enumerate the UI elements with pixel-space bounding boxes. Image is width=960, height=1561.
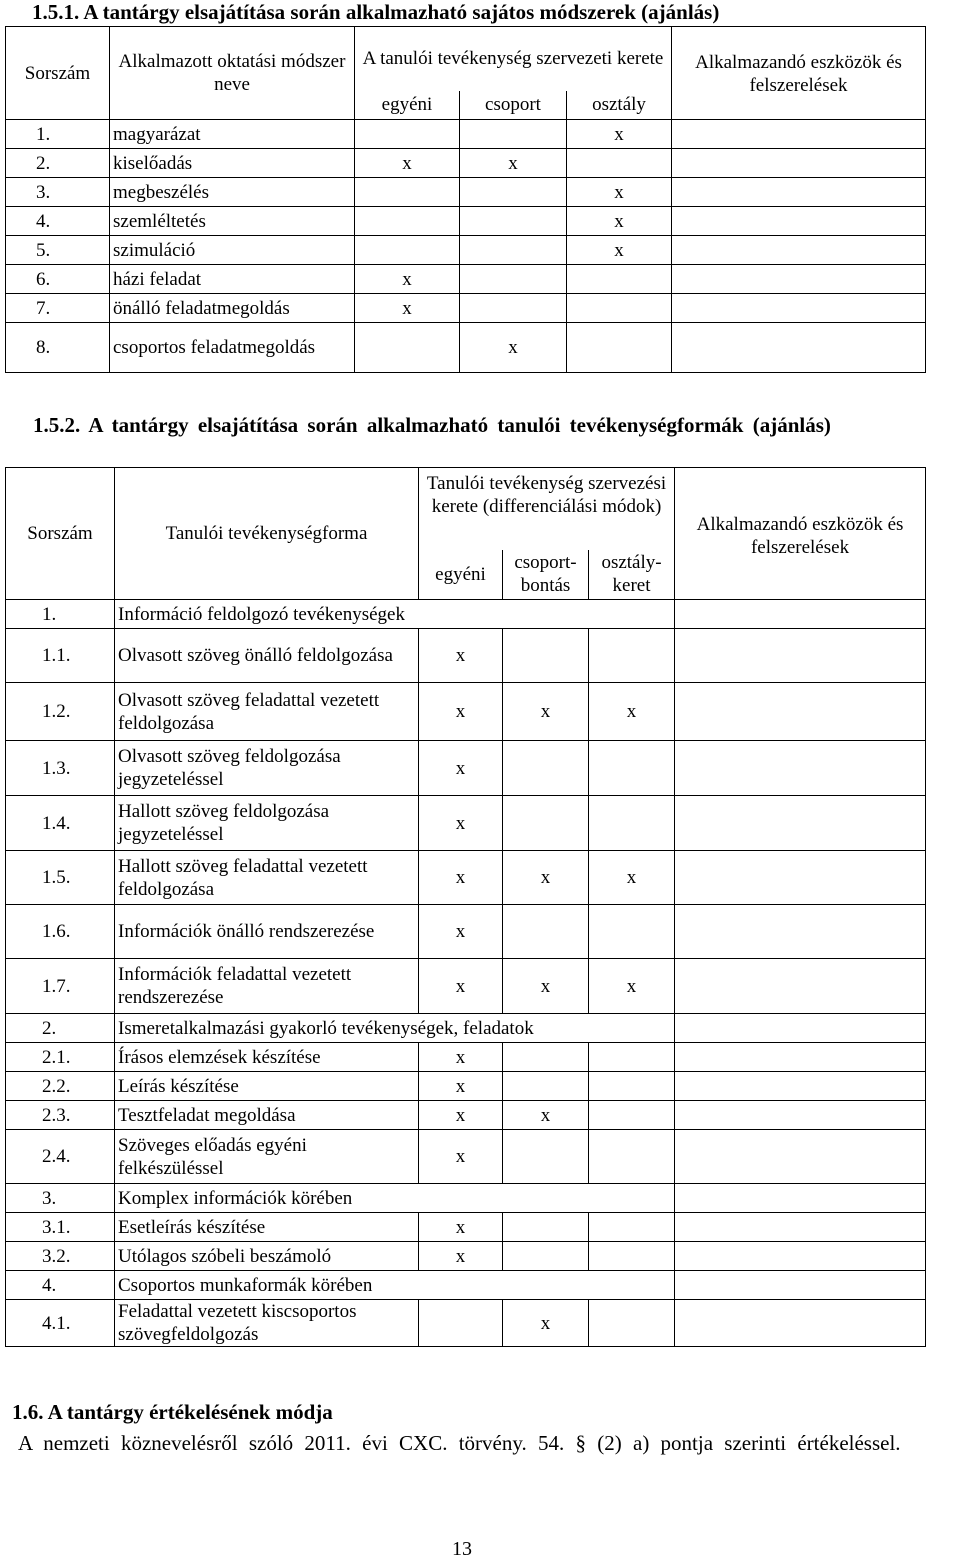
- cell-individual: x: [419, 683, 503, 741]
- cell-group: [460, 236, 567, 265]
- row-name: Írásos elemzések készítése: [115, 1043, 419, 1072]
- row-name: önálló feladatmegoldás: [110, 294, 355, 323]
- cell-group: x: [503, 1101, 589, 1130]
- cell-tools: [675, 851, 926, 905]
- cell-tools: [675, 1101, 926, 1130]
- cell-class: [567, 323, 672, 373]
- row-name: magyarázat: [110, 120, 355, 149]
- row-name: házi feladat: [110, 265, 355, 294]
- section-row: [6, 600, 926, 629]
- cell-class: x: [567, 207, 672, 236]
- row-num: 1.7.: [6, 959, 115, 1014]
- cell-individual: x: [355, 294, 460, 323]
- cell-tools: [675, 1130, 926, 1184]
- row-name: Leírás készítése: [115, 1072, 419, 1101]
- cell-class: [567, 149, 672, 178]
- cell-individual: x: [419, 1101, 503, 1130]
- header-individual: egyéni: [419, 550, 503, 600]
- row-num: 4.1.: [6, 1300, 115, 1347]
- row-name: Hallott szöveg feladattal vezetett feldolgozása: [115, 851, 419, 905]
- cell-class: x: [589, 851, 675, 905]
- cell-individual: [355, 178, 460, 207]
- header-class: osztály-keret: [589, 550, 675, 600]
- cell-class: [589, 1101, 675, 1130]
- cell-tools: [675, 629, 926, 683]
- cell-tools: [675, 796, 926, 851]
- table-row: [6, 1072, 926, 1101]
- cell-group: [503, 796, 589, 851]
- cell-group: [503, 1213, 589, 1242]
- cell-group: [503, 629, 589, 683]
- cell-group: [503, 741, 589, 796]
- cell-class: x: [589, 683, 675, 741]
- cell-tools: [675, 1300, 926, 1347]
- table-row: [6, 959, 926, 1014]
- row-num: 1.4.: [6, 796, 115, 851]
- header-group: csoport-bontás: [503, 550, 589, 600]
- header-individual: egyéni: [355, 91, 460, 120]
- section-row: [6, 1014, 926, 1043]
- cell-group: x: [503, 959, 589, 1014]
- header-form: Tanulói tevékenységforma: [115, 468, 419, 600]
- cell-group: [503, 1043, 589, 1072]
- heading-1-5-1: 1.5.1. A tantárgy elsajátítása során alkalmazható sajátos módszerek (ajánlás): [32, 0, 720, 24]
- cell-class: [589, 741, 675, 796]
- row-num: 8.: [6, 323, 110, 373]
- cell-tools: [675, 683, 926, 741]
- methods-table: [5, 26, 926, 373]
- cell-group: x: [460, 323, 567, 373]
- table-row: [6, 1300, 926, 1347]
- header-num: Sorszám: [6, 468, 115, 600]
- table-row: [6, 120, 926, 149]
- cell-individual: x: [419, 1213, 503, 1242]
- table-row: [6, 905, 926, 959]
- cell-tools: [672, 149, 926, 178]
- row-num: 3.2.: [6, 1242, 115, 1271]
- cell-class: [589, 1300, 675, 1347]
- row-name: Esetleírás készítése: [115, 1213, 419, 1242]
- section-title: Információ feldolgozó tevékenységek: [115, 600, 675, 629]
- section-title: Csoportos munkaformák körében: [115, 1271, 675, 1300]
- row-num: 4.: [6, 1271, 115, 1300]
- row-num: 2.: [6, 149, 110, 178]
- cell-tools: [675, 600, 926, 629]
- table-row: [6, 265, 926, 294]
- row-num: 3.: [6, 1184, 115, 1213]
- cell-tools: [675, 1242, 926, 1271]
- row-name: csoportos feladatmegoldás: [110, 323, 355, 373]
- cell-class: [589, 629, 675, 683]
- cell-individual: x: [419, 851, 503, 905]
- table-row: [6, 1213, 926, 1242]
- cell-individual: x: [355, 265, 460, 294]
- cell-group: [503, 1072, 589, 1101]
- row-num: 1.5.: [6, 851, 115, 905]
- table-row: [6, 149, 926, 178]
- row-num: 6.: [6, 265, 110, 294]
- row-num: 2.: [6, 1014, 115, 1043]
- cell-tools: [672, 120, 926, 149]
- table-row: [6, 629, 926, 683]
- cell-class: [589, 1213, 675, 1242]
- table-row: [6, 236, 926, 265]
- section-row: [6, 1184, 926, 1213]
- cell-tools: [675, 959, 926, 1014]
- table-row: [6, 741, 926, 796]
- cell-individual: x: [419, 1072, 503, 1101]
- cell-individual: x: [419, 959, 503, 1014]
- row-name: Információk önálló rendszerezése: [115, 905, 419, 959]
- row-num: 3.: [6, 178, 110, 207]
- cell-tools: [672, 294, 926, 323]
- section-row: [6, 1271, 926, 1300]
- cell-tools: [672, 265, 926, 294]
- cell-tools: [675, 1271, 926, 1300]
- cell-group: [460, 178, 567, 207]
- cell-class: [589, 1072, 675, 1101]
- row-num: 2.3.: [6, 1101, 115, 1130]
- row-name: Szöveges előadás egyéni felkészüléssel: [115, 1130, 419, 1184]
- row-num: 4.: [6, 207, 110, 236]
- cell-individual: [355, 207, 460, 236]
- cell-tools: [675, 1072, 926, 1101]
- table-row: [6, 683, 926, 741]
- cell-group: [460, 294, 567, 323]
- activities-table: [5, 467, 926, 1347]
- cell-group: x: [503, 851, 589, 905]
- cell-tools: [675, 905, 926, 959]
- cell-class: [589, 1242, 675, 1271]
- row-num: 1.: [6, 120, 110, 149]
- cell-tools: [672, 207, 926, 236]
- header-class: osztály: [567, 91, 672, 120]
- cell-tools: [675, 1213, 926, 1242]
- cell-individual: [355, 236, 460, 265]
- evaluation-text: A nemzeti köznevelésről szóló 2011. évi CXC. törvény. 54. § (2) a) pontja szerinti értékeléssel.: [18, 1431, 901, 1455]
- cell-class: x: [567, 120, 672, 149]
- section-title: Ismeretalkalmazási gyakorló tevékenységek, feladatok: [115, 1014, 675, 1043]
- cell-group: x: [503, 683, 589, 741]
- cell-class: [589, 905, 675, 959]
- row-name: Hallott szöveg feldolgozása jegyzeteléssel: [115, 796, 419, 851]
- cell-tools: [672, 178, 926, 207]
- heading-1-5-2: 1.5.2. A tantárgy elsajátítása során alkalmazható tanulói tevékenységformák (ajánlás): [33, 413, 831, 437]
- row-name: Feladattal vezetett kiscsoportos szövegfeldolgozás: [115, 1300, 419, 1347]
- cell-class: x: [589, 959, 675, 1014]
- cell-group: [460, 120, 567, 149]
- cell-individual: [355, 323, 460, 373]
- header-num: Sorszám: [6, 27, 110, 120]
- cell-tools: [675, 1184, 926, 1213]
- header-tools: Alkalmazandó eszközök és felszerelések: [675, 468, 926, 600]
- row-name: Tesztfeladat megoldása: [115, 1101, 419, 1130]
- row-name: Olvasott szöveg feladattal vezetett feldolgozása: [115, 683, 419, 741]
- row-num: 1.6.: [6, 905, 115, 959]
- cell-tools: [672, 323, 926, 373]
- heading-1-6: 1.6. A tantárgy értékelésének módja: [12, 1400, 333, 1424]
- cell-group: [460, 207, 567, 236]
- header-method: Alkalmazott oktatási módszer neve: [110, 27, 355, 120]
- table-row: [6, 1242, 926, 1271]
- cell-group: [503, 1130, 589, 1184]
- header-frame: Tanulói tevékenység szervezési kerete (differenciálási módok): [419, 468, 675, 550]
- cell-class: [589, 796, 675, 851]
- table-row: [6, 294, 926, 323]
- row-num: 2.4.: [6, 1130, 115, 1184]
- table-row: [6, 207, 926, 236]
- cell-class: [567, 265, 672, 294]
- cell-group: x: [460, 149, 567, 178]
- cell-individual: x: [419, 1242, 503, 1271]
- table-row: [6, 1130, 926, 1184]
- row-num: 1.3.: [6, 741, 115, 796]
- cell-tools: [675, 741, 926, 796]
- cell-individual: x: [419, 1043, 503, 1072]
- table-row: [6, 796, 926, 851]
- section-title: Komplex információk körében: [115, 1184, 675, 1213]
- row-num: 2.1.: [6, 1043, 115, 1072]
- row-name: Olvasott szöveg feldolgozása jegyzeteléssel: [115, 741, 419, 796]
- cell-class: [589, 1130, 675, 1184]
- cell-individual: x: [419, 741, 503, 796]
- cell-individual: x: [419, 905, 503, 959]
- table-row: [6, 1043, 926, 1072]
- cell-individual: x: [355, 149, 460, 178]
- cell-individual: [419, 1300, 503, 1347]
- header-group: csoport: [460, 91, 567, 120]
- cell-tools: [672, 236, 926, 265]
- header-tools: Alkalmazandó eszközök és felszerelések: [672, 27, 926, 120]
- cell-group: x: [503, 1300, 589, 1347]
- cell-group: [503, 905, 589, 959]
- table-row: [6, 178, 926, 207]
- row-name: szimuláció: [110, 236, 355, 265]
- cell-individual: x: [419, 1130, 503, 1184]
- page-number: 13: [452, 1538, 472, 1560]
- row-num: 3.1.: [6, 1213, 115, 1242]
- row-name: Utólagos szóbeli beszámoló: [115, 1242, 419, 1271]
- row-name: megbeszélés: [110, 178, 355, 207]
- row-name: kiselőadás: [110, 149, 355, 178]
- cell-group: [503, 1242, 589, 1271]
- row-num: 1.2.: [6, 683, 115, 741]
- row-num: 7.: [6, 294, 110, 323]
- row-num: 1.1.: [6, 629, 115, 683]
- cell-class: [589, 1043, 675, 1072]
- cell-class: x: [567, 178, 672, 207]
- table-row: [6, 323, 926, 373]
- cell-individual: x: [419, 796, 503, 851]
- row-name: Információk feladattal vezetett rendszerezése: [115, 959, 419, 1014]
- header-frame: A tanulói tevékenység szervezeti kerete: [355, 27, 672, 91]
- cell-class: [567, 294, 672, 323]
- cell-group: [460, 265, 567, 294]
- cell-tools: [675, 1043, 926, 1072]
- table-row: [6, 851, 926, 905]
- table-row: [6, 1101, 926, 1130]
- row-num: 2.2.: [6, 1072, 115, 1101]
- row-name: szemléltetés: [110, 207, 355, 236]
- row-num: 1.: [6, 600, 115, 629]
- row-num: 5.: [6, 236, 110, 265]
- cell-tools: [675, 1014, 926, 1043]
- cell-class: x: [567, 236, 672, 265]
- cell-individual: x: [419, 629, 503, 683]
- cell-individual: [355, 120, 460, 149]
- row-name: Olvasott szöveg önálló feldolgozása: [115, 629, 419, 683]
